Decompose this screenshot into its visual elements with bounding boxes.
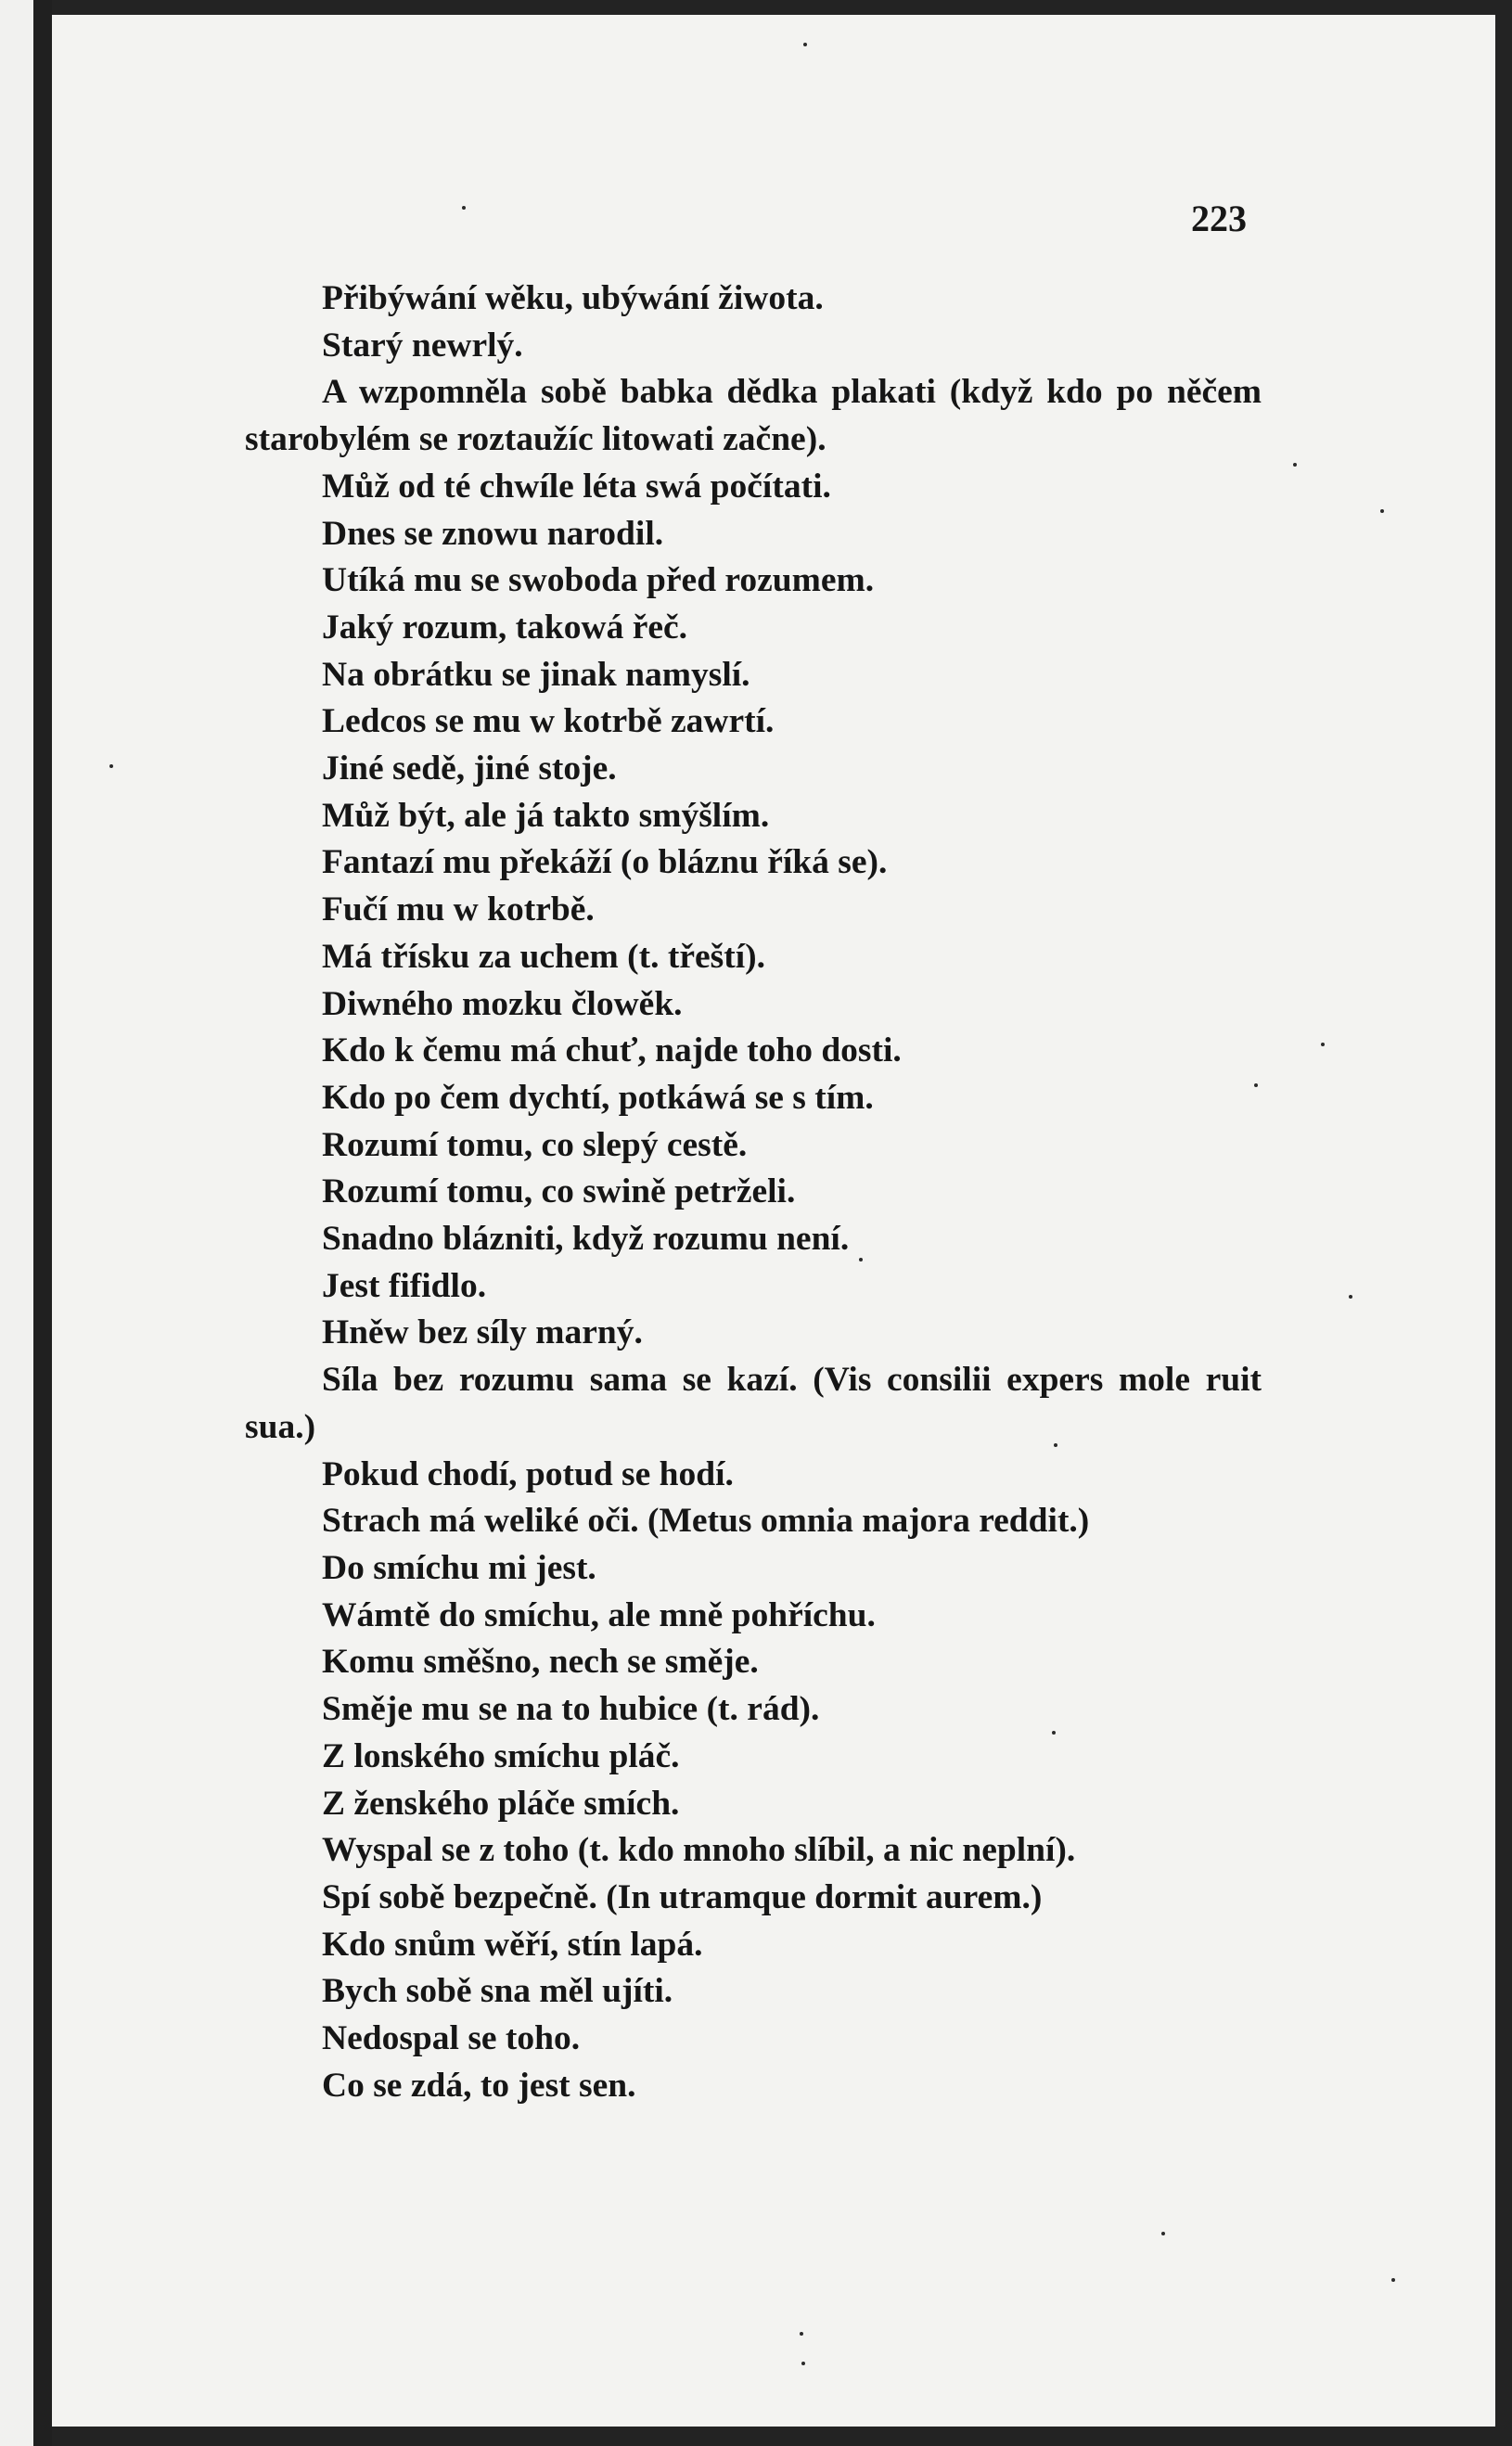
proverb-line: Kdo po čem dychtí, potkáwá se s tím. bbox=[322, 1078, 874, 1117]
proverb-line: Do smíchu mi jest. bbox=[322, 1548, 596, 1587]
previous-page-edge bbox=[0, 0, 33, 2446]
scan-speck bbox=[803, 43, 807, 46]
scan-speck bbox=[1254, 1083, 1258, 1087]
proverb-line: Nedospal se toho. bbox=[322, 2019, 581, 2058]
proverb-line: Ledcos se mu w kotrbě zawrtí. bbox=[322, 702, 775, 741]
proverb-line: Jest fifidlo. bbox=[322, 1266, 487, 1305]
proverb-line: Kdo snům wěří, stín lapá. bbox=[322, 1925, 703, 1964]
proverb-line: Pokud chodí, potud se hodí. bbox=[322, 1454, 734, 1493]
proverb-line: Starý newrlý. bbox=[322, 326, 523, 365]
proverb-line: Má třísku za uchem (t. třeští). bbox=[322, 937, 765, 976]
proverb-line: Z lonského smíchu pláč. bbox=[322, 1736, 680, 1775]
page-number: 223 bbox=[1191, 198, 1247, 239]
proverb-line: Kdo k čemu má chuť, najde toho dosti. bbox=[322, 1031, 902, 1070]
proverb-line: Směje mu se na to hubice (t. rád). bbox=[322, 1690, 820, 1729]
scan-speck bbox=[1321, 1043, 1325, 1046]
scan-speck bbox=[1293, 463, 1297, 467]
scan-speck bbox=[1391, 2278, 1395, 2282]
book-page bbox=[52, 15, 1495, 2427]
scan-speck bbox=[1052, 1731, 1056, 1735]
scan-speck bbox=[1349, 1295, 1352, 1299]
proverb-line: A wzpomněla sobě babka dědka plakati (když kdo po něčem starobylém se roztaužíc litowati začne). bbox=[245, 373, 1262, 459]
proverb-line: Strach má weliké oči. (Metus omnia majora reddit.) bbox=[322, 1502, 1090, 1541]
proverb-line: Jaký rozum, takowá řeč. bbox=[322, 608, 688, 647]
scan-speck bbox=[1054, 1443, 1057, 1447]
proverb-line: Wámtě do smíchu, ale mně pohříchu. bbox=[322, 1595, 876, 1634]
proverb-line: Bych sobě sna měl ujíti. bbox=[322, 1972, 673, 2011]
scan-speck bbox=[859, 1258, 863, 1261]
proverb-line: Wyspal se z toho (t. kdo mnoho slíbil, a nic neplní). bbox=[322, 1831, 1076, 1870]
scan-speck bbox=[1161, 2232, 1165, 2235]
scan-speck bbox=[1380, 509, 1384, 513]
scan-speck bbox=[462, 206, 466, 210]
scan-speck bbox=[109, 764, 113, 768]
proverb-list bbox=[245, 275, 1284, 2109]
proverb-line: Rozumí tomu, co swině petrželi. bbox=[322, 1172, 796, 1211]
scan-speck bbox=[800, 2332, 803, 2336]
proverb-line: Můž od té chwíle léta swá počítati. bbox=[322, 467, 831, 506]
scan-speck bbox=[801, 2362, 805, 2365]
proverb-line: Hněw bez síly marný. bbox=[322, 1313, 643, 1352]
proverb-line: Jiné sedě, jiné stoje. bbox=[322, 749, 617, 788]
book-gutter bbox=[33, 0, 52, 2446]
proverb-line: Komu směšno, nech se směje. bbox=[322, 1643, 759, 1682]
proverb-line: Můž být, ale já takto smýšlím. bbox=[322, 796, 770, 835]
proverb-line: Diwného mozku člowěk. bbox=[322, 984, 683, 1023]
proverb-line: Přibýwání wěku, ubýwání žiwota. bbox=[322, 279, 824, 317]
proverb-line: Fučí mu w kotrbě. bbox=[322, 890, 595, 929]
proverb-line: Z ženského pláče smích. bbox=[322, 1784, 680, 1823]
proverb-line: Rozumí tomu, co slepý cestě. bbox=[322, 1125, 748, 1164]
proverb-line: Snadno blázniti, když rozumu není. bbox=[322, 1220, 850, 1259]
proverb-line: Dnes se znowu narodil. bbox=[322, 514, 664, 553]
proverb-line: Spí sobě bezpečně. (In utramque dormit aurem.) bbox=[322, 1877, 1043, 1916]
proverb-line: Na obrátku se jinak namyslí. bbox=[322, 655, 750, 694]
proverb-line: Utíká mu se swoboda před rozumem. bbox=[322, 561, 875, 600]
proverb-line: Co se zdá, to jest sen. bbox=[322, 2066, 636, 2105]
proverb-line: Fantazí mu překáží (o bláznu říká se). bbox=[322, 843, 888, 882]
proverb-line: Síla bez rozumu sama se kazí. (Vis consilii expers mole ruit sua.) bbox=[245, 1361, 1262, 1446]
